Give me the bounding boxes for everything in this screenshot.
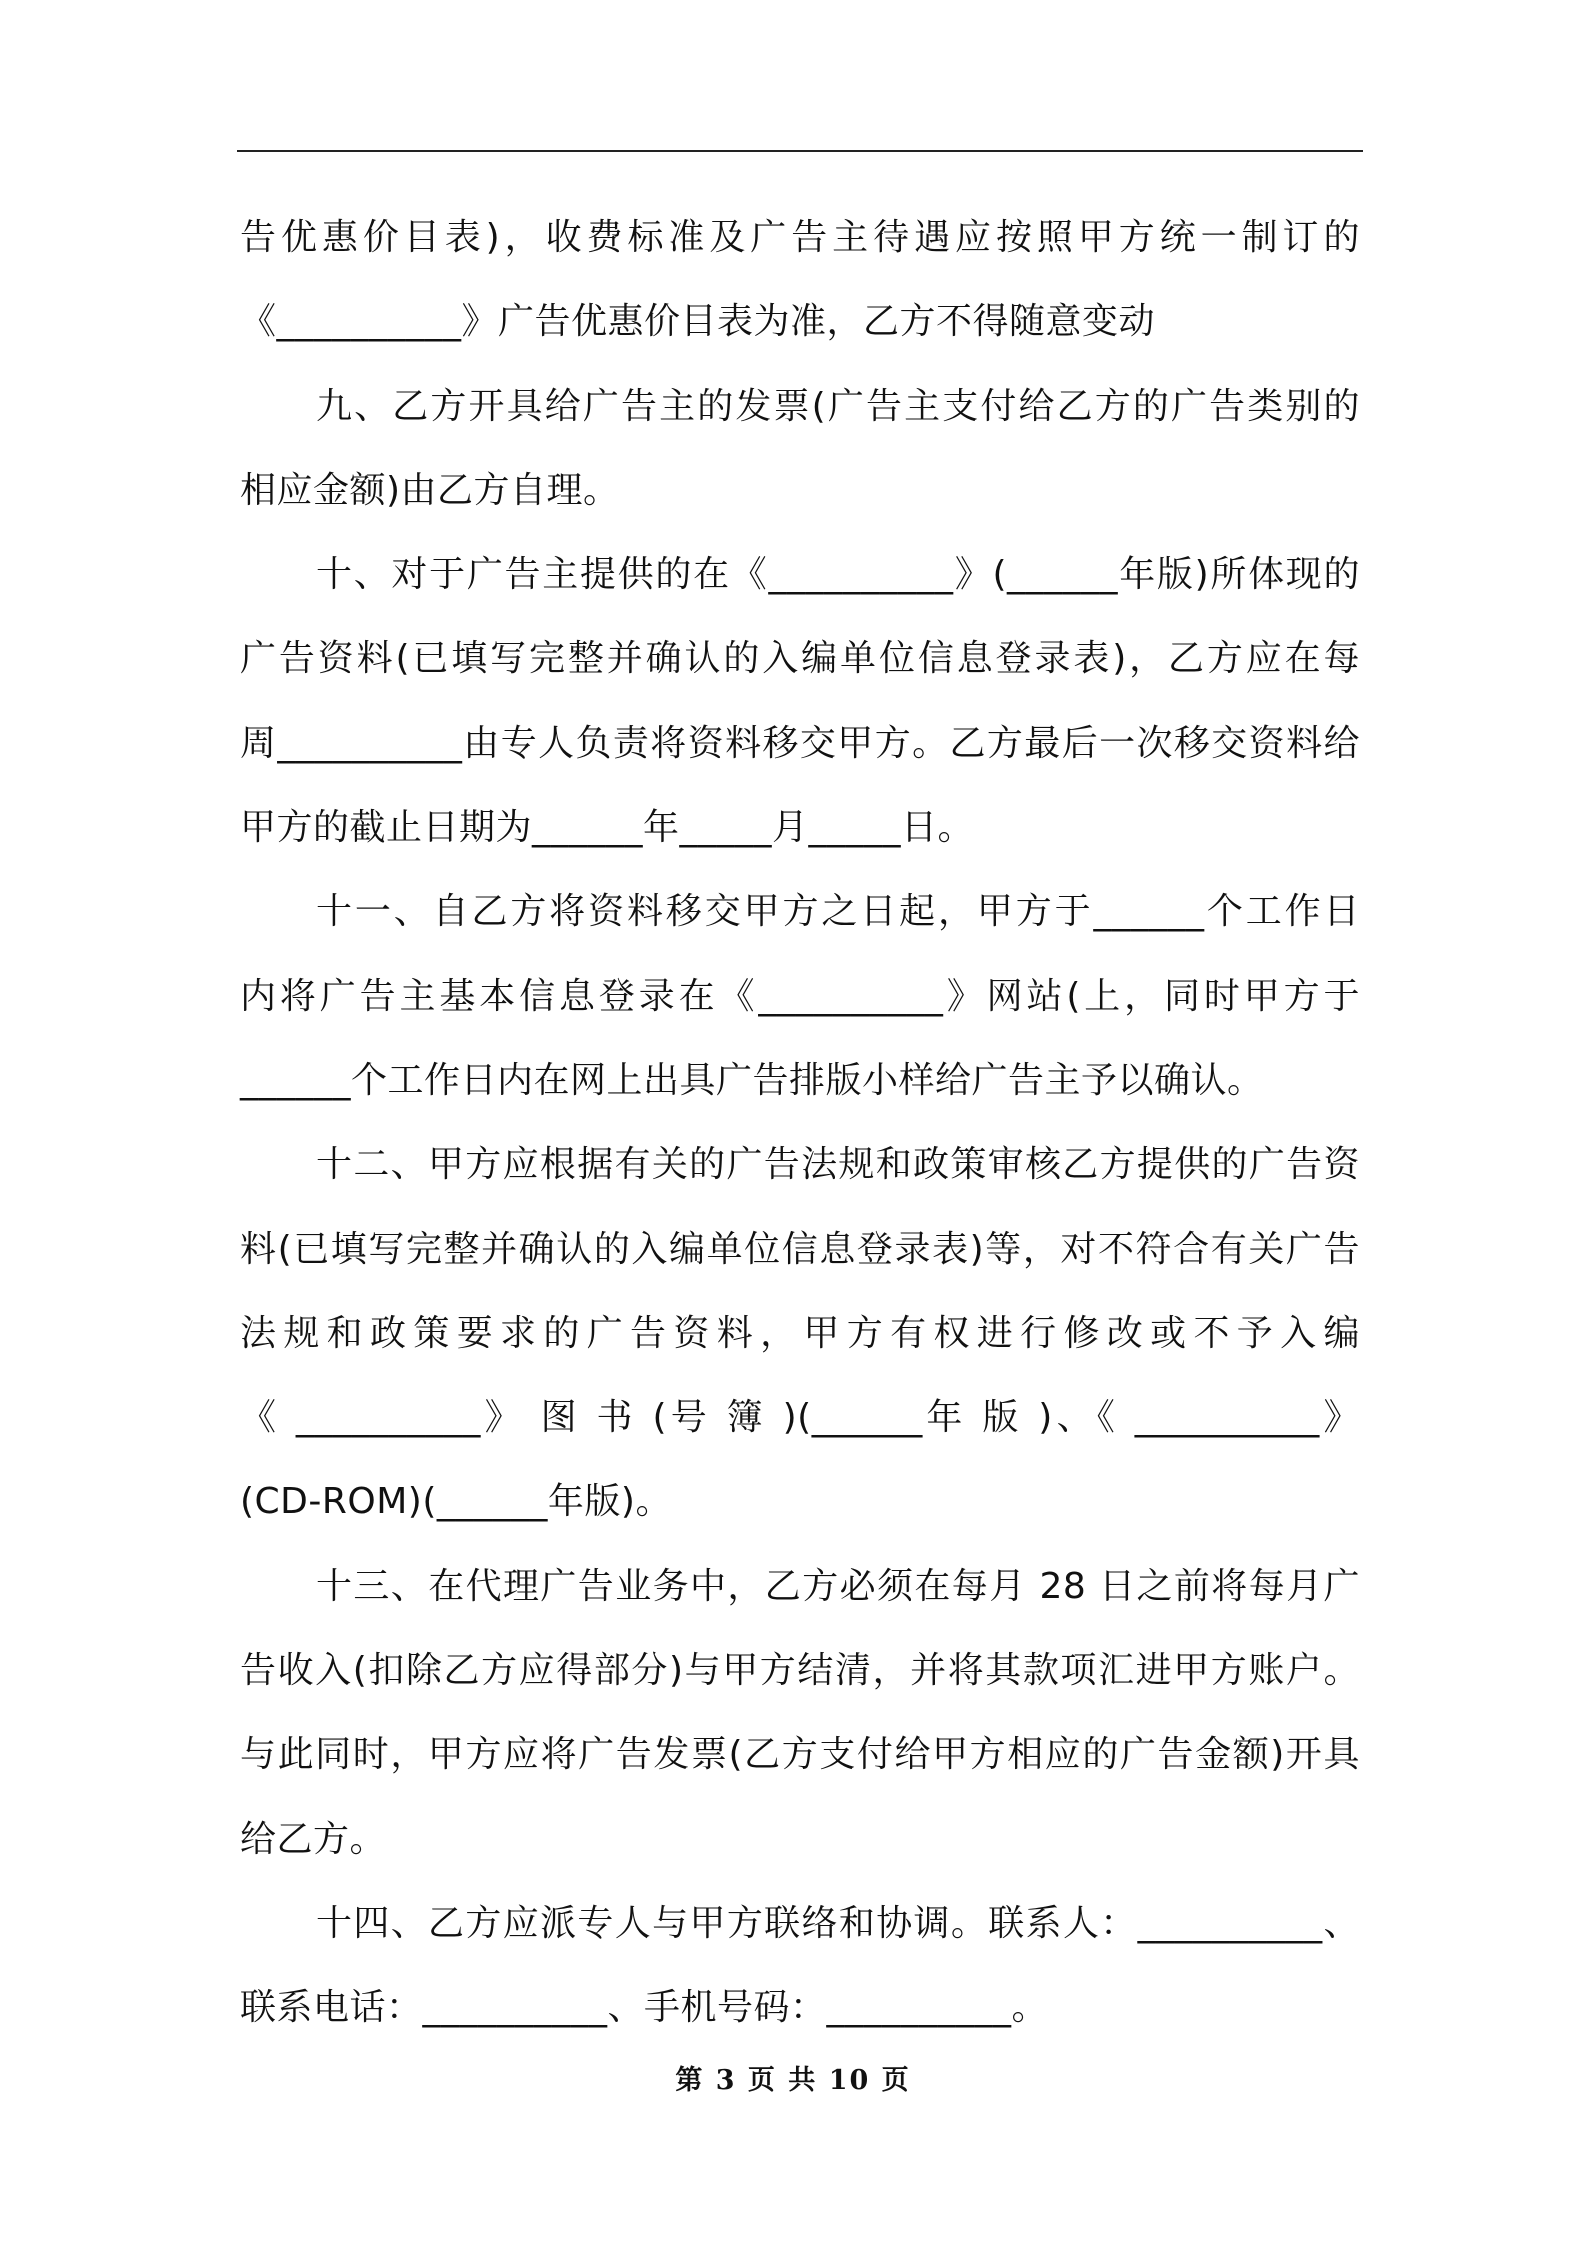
text-line: 《 __________》 图 书 (号 簿 )(______年 版 )、《 __________》 — [240, 1397, 1360, 1439]
text-line: 广告资料(已填写完整并确认的入编单位信息登录表)，乙方应在每 — [240, 638, 1360, 680]
paragraph-clause-11 — [240, 870, 1360, 1123]
text-line: 甲方的截止日期为______年_____月_____日。 — [240, 807, 975, 849]
paragraph-continuation — [240, 196, 1360, 365]
text-line: 十四、乙方应派专人与甲方联络和协调。联系人：__________、 — [316, 1902, 1360, 1944]
text-line: 法规和政策要求的广告资料，甲方有权进行修改或不予入编 — [240, 1312, 1360, 1354]
text-line: 周__________由专人负责将资料移交甲方。乙方最后一次移交资料给 — [240, 722, 1360, 764]
paragraph-clause-14 — [240, 1882, 1360, 2051]
text-line: 十一、自乙方将资料移交甲方之日起，甲方于______个工作日 — [316, 891, 1360, 933]
text-line: 《__________》广告优惠价目表为准，乙方不得随意变动 — [240, 301, 1156, 343]
text-line: 告优惠价目表)，收费标准及广告主待遇应按照甲方统一制订的 — [240, 217, 1360, 258]
text-line: 告收入(扣除乙方应得部分)与甲方结清，并将其款项汇进甲方账户。 — [240, 1650, 1360, 1692]
text-line: 九、乙方开具给广告主的发票(广告主支付给乙方的广告类别的 — [316, 385, 1360, 427]
header-rule — [237, 150, 1363, 152]
page-number: 第 3 页 共 10 页 — [675, 2065, 911, 2096]
text-line: ______个工作日内在网上出具广告排版小样给广告主予以确认。 — [240, 1059, 1264, 1101]
text-line: 与此同时，甲方应将广告发票(乙方支付给甲方相应的广告金额)开具 — [240, 1734, 1360, 1776]
text-line: 相应金额)由乙方自理。 — [240, 469, 620, 511]
text-line: 内将广告主基本信息登录在《__________》网站(上，同时甲方于 — [240, 975, 1360, 1017]
document-body — [240, 196, 1360, 2051]
text-line: 十二、甲方应根据有关的广告法规和政策审核乙方提供的广告资 — [316, 1144, 1360, 1186]
paragraph-clause-9 — [240, 365, 1360, 534]
text-line: 联系电话：__________、手机号码：__________。 — [240, 1987, 1049, 2029]
text-line: 给乙方。 — [240, 1818, 387, 1860]
paragraph-clause-13 — [240, 1545, 1360, 1882]
text-line: 十三、在代理广告业务中，乙方必须在每月 28 日之前将每月广 — [316, 1565, 1360, 1607]
text-line: 十、对于广告主提供的在《__________》(______年版)所体现的 — [316, 554, 1360, 596]
text-line: 料(已填写完整并确认的入编单位信息登录表)等，对不符合有关广告 — [240, 1228, 1360, 1270]
paragraph-clause-12 — [240, 1123, 1360, 1544]
paragraph-clause-10 — [240, 533, 1360, 870]
text-line: (CD-ROM)(______年版)。 — [240, 1481, 672, 1523]
